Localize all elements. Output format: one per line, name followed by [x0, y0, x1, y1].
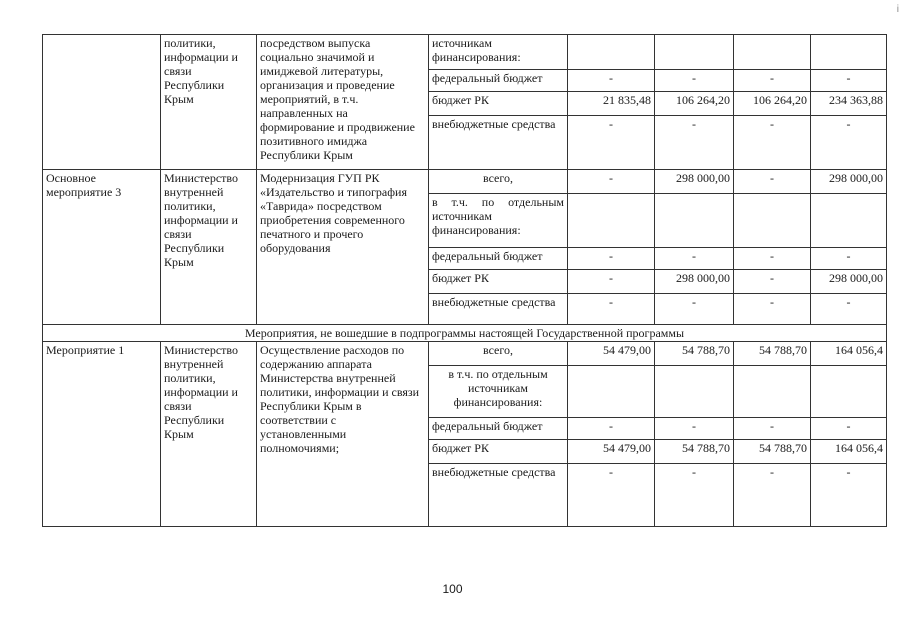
value-cell	[655, 194, 734, 248]
table-row	[43, 325, 887, 342]
source-label: внебюджетные средства	[429, 116, 568, 170]
value-cell: -	[734, 116, 811, 170]
source-label: бюджет РК	[429, 92, 568, 116]
source-label: всего,	[429, 342, 568, 366]
value-cell	[568, 366, 655, 418]
value-cell: 164 056,4	[811, 440, 887, 464]
value-cell: -	[734, 418, 811, 440]
executor-cell: политики, информации и связи Республики Крым	[161, 35, 257, 170]
description-cell: Осуществление расходов по содержанию аппарата Министерства внутренней политики, информации и связи Республики Крым в соответствии с установленными полномочиями;	[257, 342, 429, 527]
table-row	[43, 342, 887, 366]
value-cell: 164 056,4	[811, 342, 887, 366]
source-label: федеральный бюджет	[429, 248, 568, 270]
value-cell	[734, 366, 811, 418]
value-cell: 21 835,48	[568, 92, 655, 116]
program-financing-table	[42, 34, 887, 527]
value-cell: -	[811, 294, 887, 325]
value-cell: 298 000,00	[811, 270, 887, 294]
value-cell: -	[734, 170, 811, 194]
executor-cell: Министерство внутренней политики, информации и связи Республики Крым	[161, 170, 257, 325]
value-cell: -	[568, 418, 655, 440]
source-label: в т.ч. по отдельным источникам финансирования:	[429, 366, 568, 418]
value-cell: 298 000,00	[655, 170, 734, 194]
value-cell: 234 363,88	[811, 92, 887, 116]
value-cell: 106 264,20	[734, 92, 811, 116]
event-name-cell: Мероприятие 1	[43, 342, 161, 527]
value-cell	[811, 194, 887, 248]
description-cell: посредством выпуска социально значимой и имиджевой литературы, организация и проведение мероприятий, в т.ч. направленных на формирование и продвижение позитивного имиджа Республики Крым	[257, 35, 429, 170]
value-cell: -	[811, 464, 887, 527]
value-cell: 54 788,70	[655, 440, 734, 464]
value-cell: -	[568, 170, 655, 194]
source-label: в т.ч. по отдельным источникам финансирования:	[429, 194, 568, 248]
table-row	[43, 35, 887, 70]
source-label: федеральный бюджет	[429, 70, 568, 92]
value-cell: -	[811, 116, 887, 170]
value-cell: -	[655, 294, 734, 325]
value-cell: -	[568, 248, 655, 270]
value-cell: -	[655, 116, 734, 170]
value-cell: -	[655, 464, 734, 527]
value-cell	[655, 366, 734, 418]
value-cell: -	[734, 70, 811, 92]
event-name-cell	[43, 35, 161, 170]
source-label: бюджет РК	[429, 440, 568, 464]
value-cell: -	[568, 70, 655, 92]
source-label: внебюджетные средства	[429, 464, 568, 527]
value-cell	[568, 35, 655, 70]
value-cell: 298 000,00	[655, 270, 734, 294]
value-cell: 298 000,00	[811, 170, 887, 194]
value-cell: -	[568, 294, 655, 325]
value-cell: -	[734, 464, 811, 527]
page-number: 100	[442, 582, 463, 596]
value-cell: -	[655, 418, 734, 440]
value-cell	[811, 35, 887, 70]
event-name-cell: Основное мероприятие 3	[43, 170, 161, 325]
description-cell: Модернизация ГУП РК «Издательство и типография «Таврида» посредством приобретения современного печатного и прочего оборудования	[257, 170, 429, 325]
value-cell	[734, 35, 811, 70]
source-label: внебюджетные средства	[429, 294, 568, 325]
value-cell	[655, 35, 734, 70]
source-label: федеральный бюджет	[429, 418, 568, 440]
value-cell	[568, 194, 655, 248]
value-cell: 54 788,70	[655, 342, 734, 366]
value-cell: -	[734, 270, 811, 294]
value-cell: 54 479,00	[568, 342, 655, 366]
executor-cell: Министерство внутренней политики, информации и связи Республики Крым	[161, 342, 257, 527]
value-cell: 54 479,00	[568, 440, 655, 464]
table-row	[43, 170, 887, 194]
source-label: всего,	[429, 170, 568, 194]
value-cell: 54 788,70	[734, 342, 811, 366]
value-cell: -	[734, 248, 811, 270]
value-cell	[734, 194, 811, 248]
value-cell: 54 788,70	[734, 440, 811, 464]
corner-mark: i	[896, 4, 899, 15]
value-cell: -	[811, 70, 887, 92]
value-cell: -	[568, 464, 655, 527]
value-cell: -	[734, 294, 811, 325]
source-label: источникам финансирования:	[429, 35, 568, 70]
value-cell: -	[655, 70, 734, 92]
source-label: бюджет РК	[429, 270, 568, 294]
value-cell: -	[655, 248, 734, 270]
value-cell: -	[811, 418, 887, 440]
value-cell: -	[568, 270, 655, 294]
section-header: Мероприятия, не вошедшие в подпрограммы настоящей Государственной программы	[43, 325, 887, 342]
value-cell	[811, 366, 887, 418]
value-cell: -	[811, 248, 887, 270]
value-cell: 106 264,20	[655, 92, 734, 116]
value-cell: -	[568, 116, 655, 170]
